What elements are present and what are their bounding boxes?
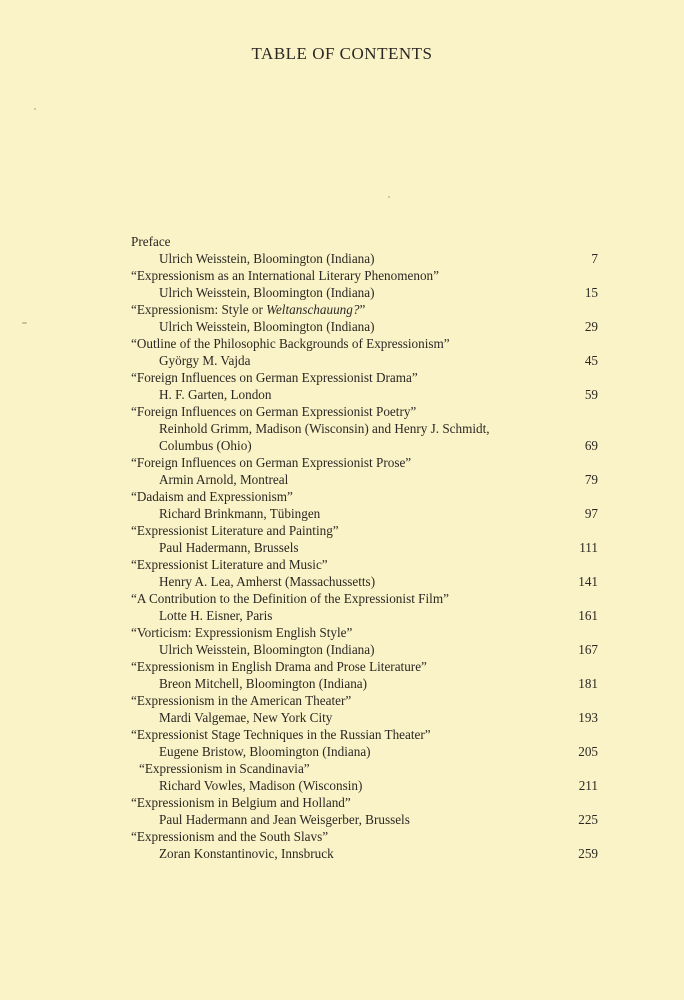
- entry-author-line: [131, 607, 598, 624]
- toc-entry: [131, 403, 598, 454]
- toc-entry: [131, 590, 598, 624]
- entry-author-line: [131, 505, 598, 522]
- entry-title: “Expressionist Literature and Music”: [131, 557, 328, 572]
- entry-title: [131, 301, 598, 318]
- entry-author-line: [131, 437, 598, 454]
- entry-page-number: 205: [578, 744, 598, 759]
- entry-author-line: [131, 709, 598, 726]
- entry-title: “Expressionism in the American Theater”: [131, 693, 352, 708]
- entry-page-number: 161: [578, 608, 598, 623]
- entry-author-line: [131, 352, 598, 369]
- entry-page-number: 111: [579, 540, 598, 555]
- entry-page-number: 79: [584, 472, 598, 487]
- entry-author-line: [131, 573, 598, 590]
- toc-entry: [131, 760, 598, 794]
- entry-title: “Expressionist Literature and Painting”: [131, 523, 339, 538]
- entry-author-line: [131, 318, 598, 335]
- entry-author: Richard Brinkmann, Tübingen: [159, 506, 321, 521]
- entry-title: Preface: [131, 234, 171, 249]
- paper-speck: [388, 196, 390, 198]
- entry-author: Armin Arnold, Montreal: [159, 472, 289, 487]
- entry-title: “Expressionist Stage Techniques in the Russian Theater”: [131, 727, 431, 742]
- entry-title: “Expressionism as an International Literary Phenomenon”: [131, 268, 439, 283]
- entry-title: “Expressionism in Scandinavia”: [139, 761, 310, 776]
- entry-page-number: 225: [578, 812, 598, 827]
- entry-author-line: [131, 284, 598, 301]
- entry-author: Richard Vowles, Madison (Wisconsin): [159, 778, 363, 793]
- page-title: TABLE OF CONTENTS: [251, 44, 433, 63]
- table-of-contents: [131, 233, 598, 862]
- entry-author: Reinhold Grimm, Madison (Wisconsin) and Henry J. Schmidt,: [159, 421, 490, 436]
- entry-page-number: 141: [578, 574, 598, 589]
- paper-speck: [34, 108, 36, 110]
- toc-entry: [131, 828, 598, 862]
- entry-author-line: [131, 641, 598, 658]
- toc-entry: [131, 301, 598, 335]
- entry-page-number: 167: [578, 642, 598, 657]
- toc-entry: [131, 624, 598, 658]
- entry-title-part: ”: [359, 302, 366, 317]
- entry-author-line: [131, 743, 598, 760]
- entry-author-line: [131, 539, 598, 556]
- toc-entry: [131, 335, 598, 369]
- entry-author: Ulrich Weisstein, Bloomington (Indiana): [159, 319, 375, 334]
- toc-entry: [131, 692, 598, 726]
- toc-entry: [131, 556, 598, 590]
- entry-title: “A Contribution to the Definition of the Expressionist Film”: [131, 591, 449, 606]
- entry-author: Eugene Bristow, Bloomington (Indiana): [159, 744, 371, 759]
- entry-author: Ulrich Weisstein, Bloomington (Indiana): [159, 642, 375, 657]
- entry-title: “Outline of the Philosophic Backgrounds of Expressionism”: [131, 336, 450, 351]
- entry-author-line: [131, 386, 598, 403]
- entry-page-number: 69: [584, 438, 598, 453]
- entry-page-number: 193: [578, 710, 598, 725]
- entry-page-number: 29: [584, 319, 598, 334]
- entry-author: H. F. Garten, London: [159, 387, 272, 402]
- toc-entry: [131, 267, 598, 301]
- entry-author: Paul Hadermann, Brussels: [159, 540, 299, 555]
- entry-author: Henry A. Lea, Amherst (Massachussetts): [159, 574, 376, 589]
- entry-author-line: [131, 777, 598, 794]
- entry-author-line: [131, 471, 598, 488]
- toc-entry: [131, 454, 598, 488]
- entry-title: “Expressionism and the South Slavs”: [131, 829, 329, 844]
- toc-entry: [131, 369, 598, 403]
- entry-page-number: 45: [584, 353, 598, 368]
- entry-author: Zoran Konstantinovic, Innsbruck: [159, 846, 334, 861]
- entry-title-italic: Weltanschauung?: [266, 302, 360, 317]
- entry-page-number: 7: [591, 251, 598, 266]
- entry-author: Lotte H. Eisner, Paris: [159, 608, 273, 623]
- entry-title: “Foreign Influences on German Expressionist Poetry”: [131, 404, 417, 419]
- entry-title: “Dadaism and Expressionism”: [131, 489, 293, 504]
- entry-author-line: [131, 675, 598, 692]
- entry-title: “Foreign Influences on German Expressionist Prose”: [131, 455, 412, 470]
- toc-entry: [131, 794, 598, 828]
- toc-entry-preface: [131, 233, 598, 267]
- entry-page-number: 97: [584, 506, 598, 521]
- entry-author: Ulrich Weisstein, Bloomington (Indiana): [159, 251, 375, 266]
- entry-author-line: [131, 811, 598, 828]
- entry-page-number: 211: [578, 778, 598, 793]
- entry-title: “Expressionism in English Drama and Prose Literature”: [131, 659, 427, 674]
- toc-entry: [131, 522, 598, 556]
- entry-author: Mardi Valgemae, New York City: [159, 710, 333, 725]
- toc-entry: [131, 658, 598, 692]
- entry-author-continued: Columbus (Ohio): [159, 438, 252, 453]
- entry-author-line: [131, 845, 598, 862]
- entry-author: György M. Vajda: [159, 353, 251, 368]
- entry-page-number: 15: [584, 285, 598, 300]
- entry-page-number: 59: [584, 387, 598, 402]
- entry-title: “Expressionism in Belgium and Holland”: [131, 795, 351, 810]
- entry-author: Paul Hadermann and Jean Weisgerber, Brussels: [159, 812, 410, 827]
- entry-title: “Vorticism: Expressionism English Style”: [131, 625, 353, 640]
- entry-title: “Foreign Influences on German Expressionist Drama”: [131, 370, 418, 385]
- entry-author: Ulrich Weisstein, Bloomington (Indiana): [159, 285, 375, 300]
- entry-author-line: [131, 250, 598, 267]
- entry-title-part: “Expressionism: Style or: [131, 302, 267, 317]
- entry-author: Breon Mitchell, Bloomington (Indiana): [159, 676, 368, 691]
- entry-page-number: 259: [578, 846, 598, 861]
- toc-entry: [131, 488, 598, 522]
- toc-entry: [131, 726, 598, 760]
- paper-speck: [22, 322, 27, 324]
- entry-page-number: 181: [578, 676, 598, 691]
